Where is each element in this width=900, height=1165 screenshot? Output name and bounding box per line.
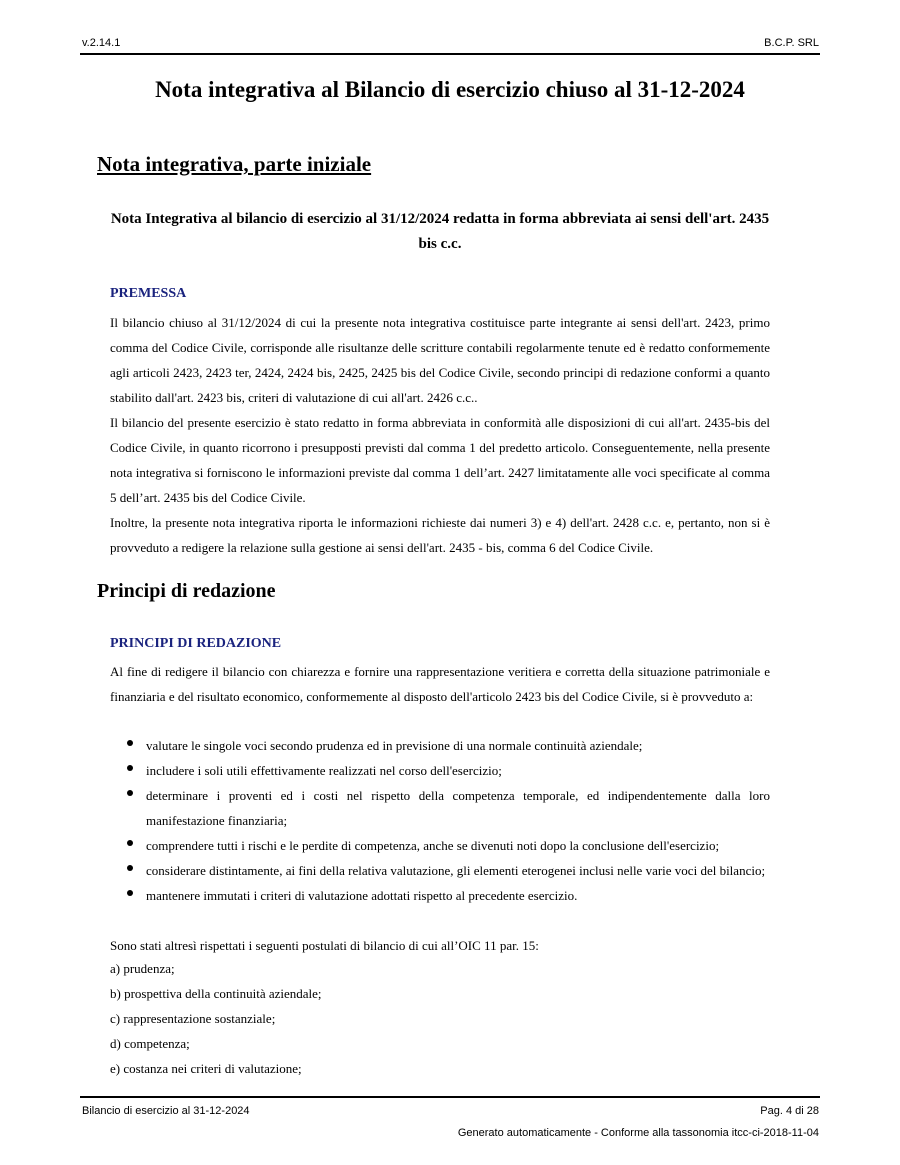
company-name: B.C.P. SRL xyxy=(764,37,819,49)
version-label: v.2.14.1 xyxy=(82,37,121,49)
header-divider xyxy=(80,53,820,55)
list-item: mantenere immutati i criteri di valutazione adottati rispetto al precedente esercizio. xyxy=(110,883,770,908)
list-item: comprendere tutti i rischi e le perdite di competenza, anche se divenuti noti dopo la conclusione dell'esercizio; xyxy=(110,833,770,858)
premessa-paragraph-1: Il bilancio chiuso al 31/12/2024 di cui la presente nota integrativa costituisce parte integrante ai sensi dell'art. 2423, primo comma del Codice Civile, corrisponde alle risultanze delle scritture contabili regolarmente tenute ed è redatto conformemente agli articoli 2423, 2423 ter, 2424, 2424 bis, 2425, 2425 bis del Codice Civile, secondo principi di redazione conformi a quanto stabilito dall'art. 2423 bis, criteri di valutazione di cui all'art. 2426 c.c.. xyxy=(110,315,770,405)
list-item: e) costanza nei criteri di valutazione; xyxy=(110,1061,302,1076)
list-item: includere i soli utili effettivamente realizzati nel corso dell'esercizio; xyxy=(110,758,770,783)
bullet-icon xyxy=(127,740,133,746)
bullet-icon xyxy=(127,790,133,796)
page-number: Pag. 4 di 28 xyxy=(760,1105,819,1117)
list-item: determinare i proventi ed i costi nel rispetto della competenza temporale, ed indipendentemente dalla loro manifestazione finanziaria; xyxy=(110,783,770,833)
footer-divider xyxy=(80,1096,820,1098)
list-item: considerare distintamente, ai fini della relativa valutazione, gli elementi eterogenei inclusi nelle varie voci del bilancio; xyxy=(110,858,770,883)
principi-heading: PRINCIPI DI REDAZIONE xyxy=(110,636,282,651)
principi-intro: Al fine di redigere il bilancio con chiarezza e fornire una rappresentazione veritiera e corretta della situazione patrimoniale e finanziaria e del risultato economico, conformemente al disposto dell'articolo 2423 bis del Codice Civile, si è provveduto a: xyxy=(110,664,770,704)
list-item: d) competenza; xyxy=(110,1036,190,1051)
postulates-list xyxy=(110,956,322,1081)
footer-document-label: Bilancio di esercizio al 31-12-2024 xyxy=(82,1105,250,1117)
bullet-icon xyxy=(127,890,133,896)
premessa-paragraph-2: Il bilancio del presente esercizio è stato redatto in forma abbreviata in conformità alle disposizioni di cui all'art. 2435-bis del Codice Civile, in quanto ricorrono i presupposti previsti dal comma 1 del predetto articolo. Conseguentemente, nella presente nota integrativa si forniscono le informazioni previste dal comma 1 dell’art. 2427 limitatamente alle voci specificate al comma 5 dell’art. 2435 bis del Codice Civile. xyxy=(110,415,770,505)
bullet-icon xyxy=(127,840,133,846)
postulates-intro: Sono stati altresì rispettati i seguenti postulati di bilancio di cui all’OIC 11 par. 15: xyxy=(110,938,539,953)
list-item: valutare le singole voci secondo prudenza ed in previsione di una normale continuità aziendale; xyxy=(110,733,770,758)
list-item: b) prospettiva della continuità aziendale; xyxy=(110,986,322,1001)
bullet-icon xyxy=(127,765,133,771)
premessa-paragraph-3: Inoltre, la presente nota integrativa riporta le informazioni richieste dai numeri 3) e 4) dell'art. 2428 c.c. e, pertanto, non si è provveduto a redigere la relazione sulla gestione ai sensi dell'art. 2435 - bis, comma 6 del Codice Civile. xyxy=(110,515,770,555)
document-title: Nota integrativa al Bilancio di esercizio chiuso al 31-12-2024 xyxy=(155,77,745,102)
principi-bullet-list xyxy=(110,733,770,908)
list-item: c) rappresentazione sostanziale; xyxy=(110,1011,276,1026)
footer-generated-note: Generato automaticamente - Conforme alla tassonomia itcc-ci-2018-11-04 xyxy=(457,1127,819,1139)
bullet-icon xyxy=(127,865,133,871)
section-heading-parte-iniziale: Nota integrativa, parte iniziale xyxy=(97,152,372,176)
list-item: a) prudenza; xyxy=(110,961,175,976)
premessa-heading: PREMESSA xyxy=(110,286,187,301)
section-heading-principi: Principi di redazione xyxy=(97,580,276,602)
section-subtitle: Nota Integrativa al bilancio di esercizio al 31/12/2024 redatta in forma abbreviata ai sensi dell'art. 2435 bis c.c. xyxy=(110,211,770,252)
